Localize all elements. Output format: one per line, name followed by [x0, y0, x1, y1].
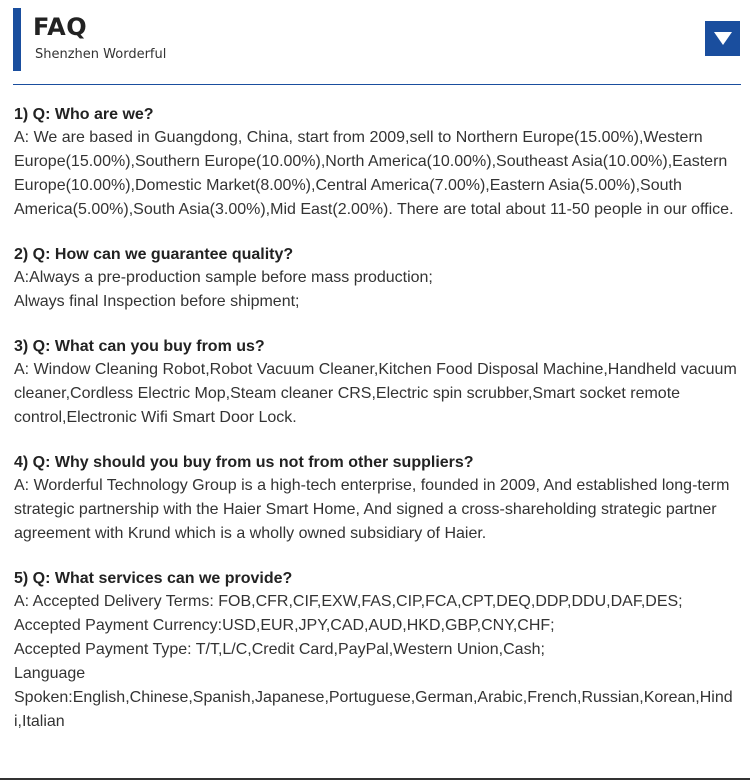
faq-answer-line: A: Window Cleaning Robot,Robot Vacuum Cleaner,Kitchen Food Disposal Machine,Handheld vacuum cleaner,Cordless Electric Mop,Steam cleaner CRS,Electric spin scrubber,Smart socket remote control,Electronic Wifi Smart Door Lock.: [14, 361, 737, 426]
faq-answer-line: Always final Inspection before shipment;: [14, 293, 300, 310]
faq-question: 5) Q: What services can we provide?: [14, 570, 293, 587]
faq-item: [14, 244, 740, 314]
faq-item: [14, 452, 740, 546]
page-subtitle: Shenzhen Worderful: [35, 47, 167, 62]
faq-answer-line: A:Always a pre-production sample before mass production;: [14, 269, 433, 286]
faq-answer-line: A: Accepted Delivery Terms: FOB,CFR,CIF,EXW,FAS,CIP,FCA,CPT,DEQ,DDP,DDU,DAF,DES;: [14, 593, 683, 610]
faq-item: [14, 568, 740, 734]
faq-question: 2) Q: How can we guarantee quality?: [14, 246, 294, 263]
triangle-down-icon: [714, 32, 732, 45]
faq-item: [14, 336, 740, 430]
collapse-toggle-button[interactable]: [705, 21, 740, 56]
faq-answer-line: Accepted Payment Type: T/T,L/C,Credit Card,PayPal,Western Union,Cash;: [14, 641, 545, 658]
header-divider: [13, 84, 741, 85]
faq-question: 4) Q: Why should you buy from us not from other suppliers?: [14, 454, 474, 471]
faq-question: 3) Q: What can you buy from us?: [14, 338, 265, 355]
page-title: FAQ: [33, 13, 88, 41]
faq-answer-line: Spoken:English,Chinese,Spanish,Japanese,Portuguese,German,Arabic,French,Russian,Korean,Hindi,Italian: [14, 689, 733, 730]
faq-list: [14, 104, 740, 756]
faq-item: [14, 104, 740, 222]
bottom-divider: [0, 778, 750, 780]
faq-answer-line: Accepted Payment Currency:USD,EUR,JPY,CAD,AUD,HKD,GBP,CNY,CHF;: [14, 617, 555, 634]
accent-bar: [13, 8, 21, 71]
faq-answer-line: A: We are based in Guangdong, China, start from 2009,sell to Northern Europe(15.00%),Western Europe(15.00%),Southern Europe(10.00%),North America(10.00%),Southeast Asia(10.00%),Eastern Europe(10.00%),Domestic Market(8.00%),Central America(7.00%),Eastern Asia(5.00%),South America(5.00%),South Asia(3.00%),Mid East(2.00%). There are total about 11-50 people in our office.: [14, 129, 734, 218]
faq-question: 1) Q: Who are we?: [14, 106, 154, 123]
faq-header: [0, 0, 750, 86]
faq-answer-line: Language: [14, 665, 86, 682]
faq-answer-line: A: Worderful Technology Group is a high-tech enterprise, founded in 2009, And established long-term strategic partnership with the Haier Smart Home, And signed a cross-shareholding strategic partner agreement with Krund which is a wholly owned subsidiary of Haier.: [14, 477, 730, 542]
